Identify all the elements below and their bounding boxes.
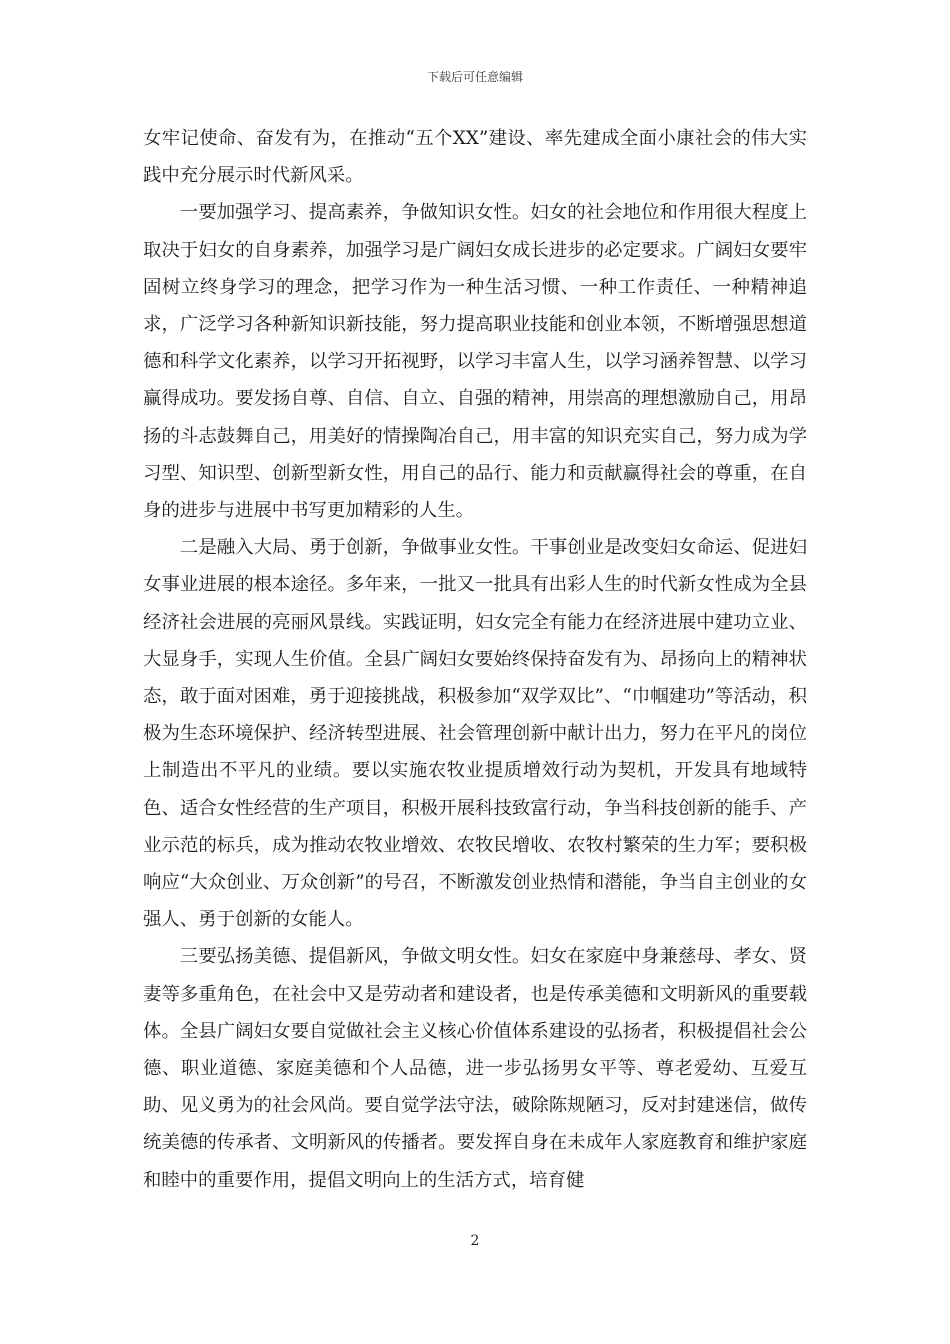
paragraph-career: 二是融入大局、勇于创新，争做事业女性。干事创业是改变妇女命运、促进妇女事业进展的根本途径。多年来，一批又一批具有出彩人生的时代新女性成为全县经济社会进展的亮丽风景线。实践证明，妇女完全有能力在经济进展中建功立业、大显身手，实现人生价值。全县广阔妇女要始终保持奋发有为、昂扬向上的精神状态，敢于面对困难，勇于迎接挑战，积极参加“双学双比”、“巾帼建功”等活动，积极为生态环境保护、经济转型进展、社会管理创新中献计出力，努力在平凡的岗位上制造出不平凡的业绩。要以实施农牧业提质增效行动为契机，开发具有地域特色、适合女性经营的生产项目，积极开展科技致富行动，争当科技创新的能手、产业示范的标兵，成为推动农牧业增效、农牧民增收、农牧村繁荣的生力军；要积极响应“大众创业、万众创新”的号召，不断激发创业热情和潜能，争当自主创业的女强人、勇于创新的女能人。 — [143, 537, 807, 931]
page-header: 下载后可任意编辑 — [426, 70, 523, 84]
paragraph-continuation: 女牢记使命、奋发有为，在推动“五个XX”建设、率先建成全面小康社会的伟大实践中充分展示时代新风采。 — [143, 128, 807, 187]
paragraph-virtue: 三要弘扬美德、提倡新风，争做文明女性。妇女在家庭中身兼慈母、孝女、贤妻等多重角色，在社会中又是劳动者和建设者，也是传承美德和文明新风的重要载体。全县广阔妇女要自觉做社会主义核心价值体系建设的弘扬者，积极提倡社会公德、职业道德、家庭美德和个人品德，进一步弘扬男女平等、尊老爱幼、互爱互助、见义勇为的社会风尚。要自觉学法守法，破除陈规陋习，反对封建迷信，做传统美德的传承者、文明新风的传播者。要发挥自身在未成年人家庭教育和维护家庭和睦中的重要作用，提倡文明向上的生活方式，培育健 — [143, 946, 807, 1191]
paragraph-study: 一要加强学习、提高素养，争做知识女性。妇女的社会地位和作用很大程度上取决于妇女的自身素养，加强学习是广阔妇女成长进步的必定要求。广阔妇女要牢固树立终身学习的理念，把学习作为一种生活习惯、一种工作责任、一种精神追求，广泛学习各种新知识新技能，努力提高职业技能和创业本领，不断增强思想道德和科学文化素养，以学习开拓视野，以学习丰富人生，以学习涵养智慧、以学习赢得成功。要发扬自尊、自信、自立、自强的精神，用崇高的理想激励自己，用昂扬的斗志鼓舞自己，用美好的情操陶冶自己，用丰富的知识充实自己，努力成为学习型、知识型、创新型新女性，用自己的品行、能力和贡献赢得社会的尊重，在自身的进步与进展中书写更加精彩的人生。 — [143, 202, 807, 522]
page-number: 2 — [470, 1233, 480, 1249]
document-body — [143, 120, 807, 1199]
